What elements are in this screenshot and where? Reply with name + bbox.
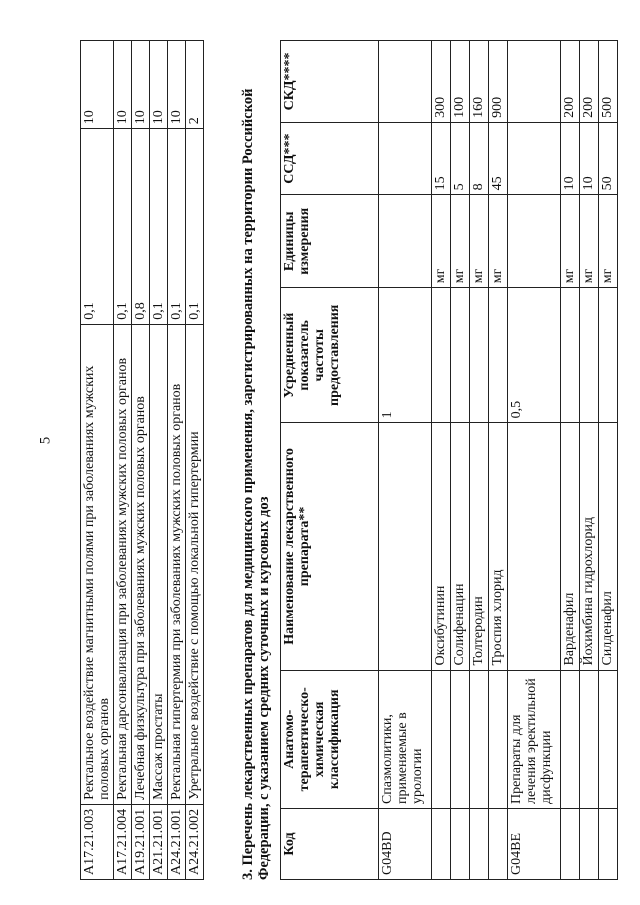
drug-skd: 100 <box>451 41 470 123</box>
procedure-name: Ректальная дарсонвализация при заболеваниях мужских половых органов <box>114 324 132 804</box>
procedure-multiplicity: 10 <box>150 41 168 129</box>
procedure-code: A21.21.001 <box>150 804 168 879</box>
rotated-page-content <box>80 40 615 880</box>
procedure-frequency: 0,1 <box>168 129 186 324</box>
section-heading: 3. Перечень лекарственных препаратов для медицинского применения, зарегистрированных на территории Российской Федерации, с указанием средних суточных и курсовых доз <box>240 88 272 880</box>
drug-name: Варденафил <box>561 423 580 670</box>
table-row <box>114 41 132 880</box>
procedure-code: A19.21.001 <box>132 804 150 879</box>
header-atc: Анатомо-терапевтическо-химическая классификация <box>281 670 379 808</box>
table-row <box>168 41 186 880</box>
drug-skd: 900 <box>489 41 508 123</box>
table-row <box>470 41 489 880</box>
procedure-multiplicity: 10 <box>132 41 150 129</box>
page-number: 5 <box>37 436 54 445</box>
table-row <box>186 41 204 880</box>
table-row <box>432 41 451 880</box>
procedure-name: Уретральное воздействие с помощью локальной гипертермии <box>186 324 204 804</box>
drug-skd: 160 <box>470 41 489 123</box>
drug-table <box>280 40 618 880</box>
procedure-multiplicity: 10 <box>81 41 114 129</box>
drug-name: Оксибутинин <box>432 423 451 670</box>
header-drug-name: Наименование лекарственного препарата** <box>281 423 379 670</box>
procedure-code: A24.21.001 <box>168 804 186 879</box>
header-ssd: ССД*** <box>281 122 379 194</box>
drug-unit: мг <box>561 195 580 288</box>
table-row <box>489 41 508 880</box>
drug-skd: 300 <box>432 41 451 123</box>
group-row <box>379 41 432 880</box>
table-header-row <box>281 41 379 880</box>
group-frequency: 0,5 <box>508 288 561 423</box>
table-row <box>81 41 114 880</box>
header-skd: СКД**** <box>281 41 379 123</box>
drug-name: Толтеродин <box>470 423 489 670</box>
procedure-multiplicity: 2 <box>186 41 204 129</box>
procedure-multiplicity: 10 <box>168 41 186 129</box>
drug-ssd: 10 <box>561 122 580 194</box>
table-row <box>132 41 150 880</box>
group-frequency: 1 <box>379 288 432 423</box>
drug-name: Солифенацин <box>451 423 470 670</box>
procedure-frequency: 0,1 <box>81 129 114 324</box>
header-unit: Единицы измерения <box>281 195 379 288</box>
procedure-frequency: 0,8 <box>132 129 150 324</box>
drug-name: Троспия хлорид <box>489 423 508 670</box>
drug-ssd: 45 <box>489 122 508 194</box>
drug-unit: мг <box>432 195 451 288</box>
table-row <box>580 41 599 880</box>
group-row <box>508 41 561 880</box>
drug-name: Йохимбина гидрохлорид <box>580 423 599 670</box>
drug-unit: мг <box>599 195 618 288</box>
header-frequency: Усредненный показатель частоты предоставления <box>281 288 379 423</box>
group-atc: Спазмолитики, применяемые в урологии <box>379 670 432 808</box>
procedure-multiplicity: 10 <box>114 41 132 129</box>
drug-unit: мг <box>470 195 489 288</box>
header-code: Код <box>281 809 379 880</box>
table-row <box>451 41 470 880</box>
drug-skd: 500 <box>599 41 618 123</box>
procedures-table <box>80 40 204 880</box>
drug-ssd: 50 <box>599 122 618 194</box>
drug-ssd: 10 <box>580 122 599 194</box>
procedure-name: Ректальное воздействие магнитными полями при заболеваниях мужских половых органов <box>81 324 114 804</box>
drug-ssd: 15 <box>432 122 451 194</box>
table-row <box>150 41 168 880</box>
group-code: G04BD <box>379 809 432 880</box>
drug-ssd: 8 <box>470 122 489 194</box>
table-row <box>561 41 580 880</box>
procedure-frequency: 0,1 <box>114 129 132 324</box>
procedure-code: A24.21.002 <box>186 804 204 879</box>
drug-unit: мг <box>451 195 470 288</box>
table-row <box>599 41 618 880</box>
procedure-code: A17.21.003 <box>81 804 114 879</box>
drug-skd: 200 <box>561 41 580 123</box>
drug-ssd: 5 <box>451 122 470 194</box>
group-code: G04BE <box>508 809 561 880</box>
procedure-name: Массаж простаты <box>150 324 168 804</box>
drug-skd: 200 <box>580 41 599 123</box>
drug-unit: мг <box>489 195 508 288</box>
drug-unit: мг <box>580 195 599 288</box>
procedure-frequency: 0,1 <box>186 129 204 324</box>
procedure-name: Ректальная гипертермия при заболеваниях мужских половых органов <box>168 324 186 804</box>
procedure-code: A17.21.004 <box>114 804 132 879</box>
procedure-frequency: 0,1 <box>150 129 168 324</box>
procedure-name: Лечебная физкультура при заболеваниях мужских половых органов <box>132 324 150 804</box>
drug-name: Силденафил <box>599 423 618 670</box>
group-atc: Препараты для лечения эректильной дисфункции <box>508 670 561 808</box>
